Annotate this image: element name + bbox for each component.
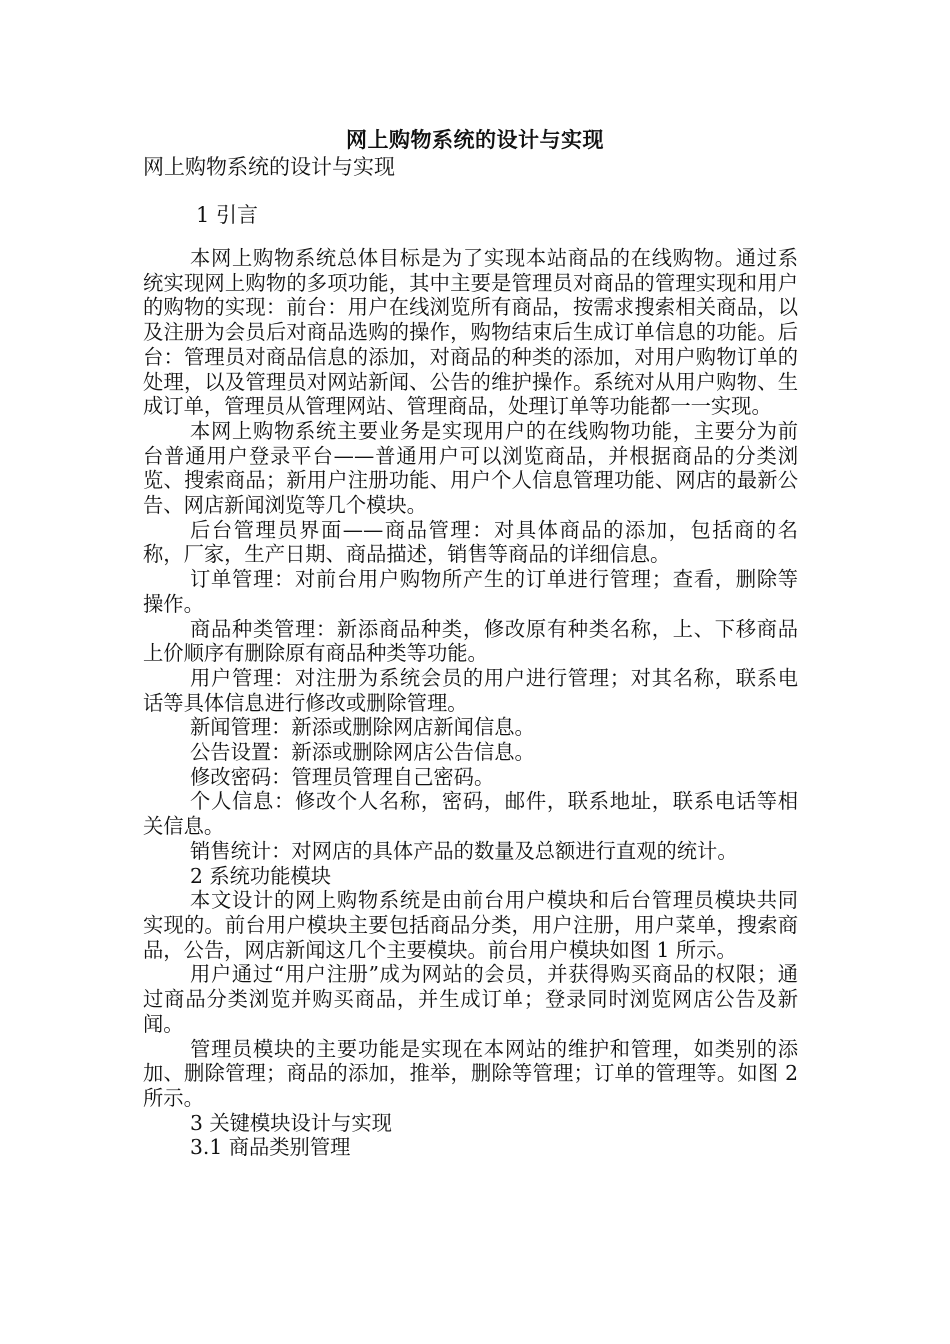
paragraph: 本文设计的网上购物系统是由前台用户模块和后台管理员模块共同实现的。前台用户模块主要包括商品分类，用户注册，用户菜单，搜索商品，公告，网店新闻这几个主要模块。前台用户模块如图 1 所示。 [143, 888, 798, 962]
paragraph: 销售统计：对网店的具体产品的数量及总额进行直观的统计。 [190, 838, 738, 863]
paragraph: 管理员模块的主要功能是实现在本网站的维护和管理，如类别的添加、删除管理；商品的添加，推举，删除等管理；订单的管理等。如图 2 所示。 [143, 1036, 798, 1110]
document-subtitle: 网上购物系统的设计与实现 [143, 155, 395, 179]
paragraph: 个人信息：修改个人名称，密码，邮件，联系地址，联系电话等相关信息。 [143, 789, 798, 839]
section-heading-intro: 1 引言 [196, 203, 259, 227]
paragraph: 后台管理员界面——商品管理：对具体商品的添加，包括商的名称，厂家，生产日期、商品描述，销售等商品的详细信息。 [143, 517, 798, 567]
paragraph: 本网上购物系统主要业务是实现用户的在线购物功能，主要分为前台普通用户登录平台——普通用户可以浏览商品，并根据商品的分类浏览、搜索商品；新用户注册功能、用户个人信息管理功能、网店的最新公告、网店新闻浏览等几个模块。 [143, 418, 798, 518]
document-title: 网上购物系统的设计与实现 [346, 127, 604, 152]
document-body [143, 246, 798, 1160]
section-heading: 3 关键模块设计与实现 [190, 1110, 392, 1135]
paragraph: 修改密码：管理员管理自己密码。 [190, 764, 495, 789]
paragraph: 用户通过“用户注册”成为网站的会员，并获得购买商品的权限；通过商品分类浏览并购买商品，并生成订单；登录同时浏览网店公告及新闻。 [143, 962, 798, 1036]
paragraph: 用户管理：对注册为系统会员的用户进行管理；对其名称，联系电话等具体信息进行修改或删除管理。 [143, 665, 798, 715]
paragraph: 订单管理：对前台用户购物所产生的订单进行管理；查看，删除等操作。 [143, 567, 798, 616]
paragraph: 公告设置：新添或删除网店公告信息。 [190, 740, 535, 765]
paragraph: 本网上购物系统总体目标是为了实现本站商品的在线购物。通过系统实现网上购物的多项功能，其中主要是管理员对商品的管理实现和用户的购物的实现：前台：用户在线浏览所有商品，按需求搜索相关商品，以及注册为会员后对商品选购的操作，购物结束后生成订单信息的功能。后台：管理员对商品信息的添加，对商品的种类的添加，对用户购物订单的处理，以及管理员对网站新闻、公告的维护操作。系统对从用户购物、生成订单，管理员从管理网站、管理商品，处理订单等功能都一一实现。 [143, 246, 798, 419]
paragraph: 商品种类管理：新添商品种类，修改原有种类名称，上、下移商品上价顺序有删除原有商品种类等功能。 [143, 616, 798, 666]
paragraph: 新闻管理：新添或删除网店新闻信息。 [190, 715, 535, 740]
subsection-heading: 3.1 商品类别管理 [190, 1135, 351, 1160]
section-heading: 2 系统功能模块 [190, 863, 332, 888]
